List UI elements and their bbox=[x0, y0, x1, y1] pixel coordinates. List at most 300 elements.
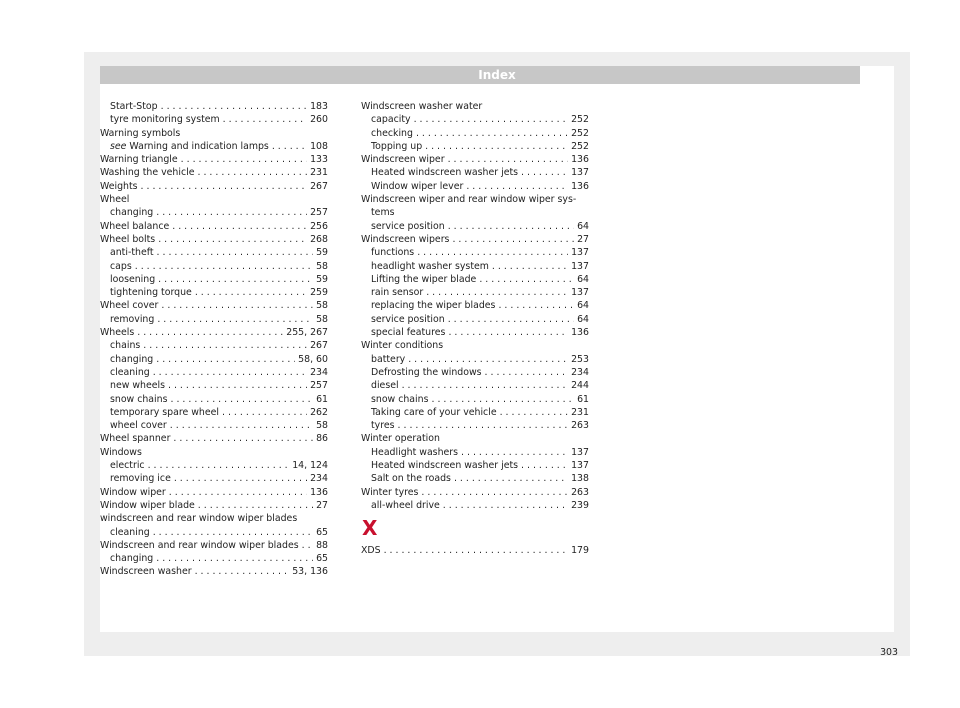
index-entry bbox=[361, 193, 589, 206]
page-reference[interactable]: 252 bbox=[571, 114, 589, 126]
index-entry bbox=[361, 100, 589, 113]
index-term bbox=[110, 286, 192, 299]
page-reference[interactable]: 137 bbox=[571, 167, 589, 179]
index-term bbox=[371, 393, 428, 406]
index-term bbox=[100, 299, 158, 312]
page-reference[interactable]: 61 bbox=[577, 393, 589, 405]
page-reference[interactable]: 65 bbox=[316, 553, 328, 565]
index-entry bbox=[100, 512, 328, 525]
index-term bbox=[371, 326, 445, 339]
index-term bbox=[110, 100, 158, 113]
index-term-text: Winter conditions bbox=[361, 340, 444, 352]
page-reference[interactable]: 58 bbox=[316, 313, 328, 325]
dot-leader bbox=[416, 127, 568, 140]
index-term bbox=[110, 273, 155, 286]
page-reference[interactable]: 58 bbox=[316, 300, 328, 312]
index-term-text: Windows bbox=[100, 446, 142, 458]
page-reference[interactable]: 263 bbox=[571, 420, 589, 432]
index-entry bbox=[100, 286, 328, 299]
page-reference[interactable]: 234 bbox=[571, 366, 589, 378]
index-term bbox=[371, 206, 394, 219]
index-entry bbox=[100, 326, 328, 339]
index-term bbox=[110, 379, 165, 392]
page-reference[interactable]: 234 bbox=[310, 473, 328, 485]
page-reference[interactable]: 244 bbox=[571, 380, 589, 392]
index-term-text: Windscreen wipers bbox=[361, 233, 450, 245]
dot-leader bbox=[148, 459, 290, 472]
dot-leader bbox=[157, 246, 314, 259]
index-term-text: changing bbox=[110, 353, 154, 365]
index-term bbox=[371, 446, 458, 459]
page-reference[interactable]: 260 bbox=[310, 114, 328, 126]
index-entry bbox=[100, 100, 328, 113]
dot-leader bbox=[417, 246, 568, 259]
index-entry bbox=[361, 299, 589, 312]
dot-leader bbox=[414, 113, 569, 126]
index-entry bbox=[361, 286, 589, 299]
index-entry bbox=[361, 313, 589, 326]
index-term bbox=[100, 193, 129, 206]
dot-leader bbox=[181, 153, 307, 166]
dot-leader bbox=[156, 552, 313, 565]
index-term bbox=[100, 180, 138, 193]
index-entry bbox=[100, 206, 328, 219]
dot-leader bbox=[302, 539, 313, 552]
page-reference[interactable]: 65 bbox=[316, 526, 328, 538]
index-term-text: Heated windscreen washer jets bbox=[371, 460, 519, 472]
index-entry bbox=[361, 432, 589, 445]
page-reference[interactable]: 136 bbox=[571, 180, 589, 192]
page-reference[interactable]: 255, 267 bbox=[286, 327, 328, 339]
index-term bbox=[361, 432, 440, 445]
page-reference[interactable]: 64 bbox=[577, 220, 589, 232]
index-entry bbox=[100, 393, 328, 406]
page-reference[interactable]: 88 bbox=[316, 539, 328, 551]
index-entry bbox=[361, 246, 589, 259]
page-reference[interactable]: 27 bbox=[316, 499, 328, 511]
page-reference[interactable]: 138 bbox=[571, 473, 589, 485]
index-term-text: caps bbox=[110, 260, 132, 272]
index-term bbox=[371, 127, 413, 140]
index-term-text: anti-theft bbox=[110, 247, 154, 259]
index-term-text: checking bbox=[371, 127, 413, 139]
index-entry bbox=[361, 406, 589, 419]
dot-leader bbox=[461, 446, 568, 459]
index-entry bbox=[100, 339, 328, 352]
index-entry bbox=[100, 246, 328, 259]
section-letter: X bbox=[362, 516, 378, 541]
index-entry bbox=[100, 565, 328, 578]
index-term bbox=[110, 419, 167, 432]
page-reference[interactable]: 267 bbox=[310, 180, 328, 192]
index-term-text: Window wiper blade bbox=[100, 499, 195, 511]
index-term-text: chains bbox=[110, 340, 141, 352]
index-term-text: Windscreen washer water bbox=[361, 101, 483, 112]
dot-leader bbox=[479, 273, 574, 286]
page-reference[interactable]: 64 bbox=[577, 313, 589, 325]
index-term-text: Warning triangle bbox=[100, 154, 178, 166]
dot-leader bbox=[448, 326, 568, 339]
page-reference[interactable]: 257 bbox=[310, 380, 328, 392]
index-entry bbox=[100, 220, 328, 233]
index-term bbox=[100, 432, 170, 445]
index-term-text: electric bbox=[110, 460, 145, 472]
index-column-right bbox=[361, 100, 589, 558]
index-term bbox=[371, 220, 445, 233]
index-entry bbox=[361, 260, 589, 273]
index-term bbox=[371, 140, 422, 153]
dot-leader bbox=[384, 544, 569, 557]
index-term bbox=[100, 512, 297, 525]
index-term-text: all-wheel drive bbox=[371, 499, 440, 511]
index-term-text: Defrosting the windows bbox=[371, 366, 482, 378]
index-term-text: Washing the vehicle bbox=[100, 167, 195, 179]
index-term-text: functions bbox=[371, 247, 415, 259]
index-term-text: Taking care of your vehicle bbox=[371, 406, 497, 418]
page-reference[interactable]: 64 bbox=[577, 273, 589, 285]
index-term bbox=[100, 499, 195, 512]
index-entry bbox=[361, 393, 589, 406]
index-entry bbox=[100, 353, 328, 366]
index-term bbox=[110, 246, 154, 259]
page-reference[interactable]: 58 bbox=[316, 420, 328, 432]
index-entry bbox=[361, 180, 589, 193]
index-term bbox=[371, 406, 497, 419]
dot-leader bbox=[425, 140, 568, 153]
dot-leader bbox=[153, 366, 307, 379]
dot-leader bbox=[521, 166, 568, 179]
index-term bbox=[110, 552, 153, 565]
page-reference[interactable]: 58 bbox=[316, 260, 328, 272]
index-term bbox=[100, 166, 194, 179]
index-term bbox=[371, 379, 399, 392]
page-reference[interactable]: 14, 124 bbox=[292, 460, 328, 472]
index-term-text: Headlight washers bbox=[371, 446, 459, 458]
dot-leader bbox=[421, 486, 568, 499]
page-reference[interactable]: 59 bbox=[316, 273, 328, 285]
dot-leader bbox=[137, 326, 283, 339]
dot-leader bbox=[466, 180, 568, 193]
index-term-text: XDS bbox=[361, 545, 381, 557]
dot-leader bbox=[195, 286, 307, 299]
index-term-text: windscreen and rear window wiper blades bbox=[100, 513, 298, 525]
dot-leader bbox=[448, 313, 574, 326]
index-entry bbox=[361, 446, 589, 459]
dot-leader bbox=[168, 379, 307, 392]
index-entry bbox=[100, 526, 328, 539]
index-term bbox=[371, 273, 476, 286]
index-entry bbox=[100, 273, 328, 286]
index-column-left bbox=[100, 100, 328, 579]
page-reference[interactable]: 61 bbox=[316, 393, 328, 405]
index-entry bbox=[100, 486, 328, 499]
index-entry bbox=[361, 273, 589, 286]
index-term bbox=[371, 113, 411, 126]
dot-leader bbox=[492, 260, 568, 273]
index-term-text: changing bbox=[110, 207, 154, 219]
index-term-text: Window wiper lever bbox=[371, 180, 464, 192]
index-entry bbox=[100, 499, 328, 512]
index-term-text: snow chains bbox=[110, 393, 168, 405]
index-term bbox=[100, 220, 169, 233]
page-reference[interactable]: 262 bbox=[310, 406, 328, 418]
dot-leader bbox=[156, 206, 307, 219]
page-reference[interactable]: 136 bbox=[571, 327, 589, 339]
index-term-text: service position bbox=[371, 220, 445, 232]
dot-leader bbox=[448, 220, 574, 233]
index-term-text: cleaning bbox=[110, 366, 150, 378]
page-title: Index bbox=[478, 68, 516, 82]
index-term bbox=[110, 526, 150, 539]
index-term-text: Warning symbols bbox=[100, 127, 181, 139]
index-term-text: service position bbox=[371, 313, 445, 325]
index-term-text: tightening torque bbox=[110, 287, 192, 299]
dot-leader bbox=[141, 180, 308, 193]
index-entry bbox=[361, 419, 589, 432]
index-entry bbox=[361, 379, 589, 392]
dot-leader bbox=[402, 379, 569, 392]
page-reference[interactable]: 58, 60 bbox=[298, 353, 328, 365]
index-term bbox=[100, 127, 180, 140]
index-term bbox=[371, 246, 414, 259]
index-term bbox=[361, 100, 482, 113]
index-term-text: changing bbox=[110, 553, 154, 565]
index-term-text: Weights bbox=[100, 180, 138, 192]
index-term-text: Wheel bolts bbox=[100, 233, 156, 245]
index-term-text: Winter operation bbox=[361, 433, 440, 445]
dot-leader bbox=[135, 260, 313, 273]
index-entry bbox=[100, 472, 328, 485]
index-entry bbox=[361, 206, 589, 219]
dot-leader bbox=[426, 286, 568, 299]
index-term-text: wheel cover bbox=[110, 420, 167, 432]
index-term-text: Windscreen and rear window wiper blades bbox=[100, 539, 299, 551]
index-term bbox=[110, 313, 154, 326]
index-entry bbox=[361, 220, 589, 233]
page-reference[interactable]: 64 bbox=[577, 300, 589, 312]
index-entry bbox=[361, 233, 589, 246]
index-entry bbox=[100, 366, 328, 379]
index-entry bbox=[100, 539, 328, 552]
page-reference[interactable]: 268 bbox=[310, 233, 328, 245]
index-entry bbox=[361, 127, 589, 140]
index-term bbox=[110, 353, 153, 366]
index-term-text: Wheel balance bbox=[100, 220, 170, 232]
index-entry bbox=[100, 113, 328, 126]
page-reference[interactable]: 179 bbox=[571, 545, 589, 557]
index-entry bbox=[100, 313, 328, 326]
index-entry bbox=[100, 193, 328, 206]
index-term-text: Wheel cover bbox=[100, 300, 159, 312]
dot-leader bbox=[222, 406, 307, 419]
dot-leader bbox=[153, 526, 313, 539]
index-term-text: removing bbox=[110, 313, 155, 325]
dot-leader bbox=[448, 153, 569, 166]
index-entry bbox=[361, 153, 589, 166]
dot-leader bbox=[158, 233, 307, 246]
dot-leader bbox=[156, 353, 295, 366]
index-term-text: loosening bbox=[110, 273, 156, 285]
index-term-text: removing ice bbox=[110, 473, 171, 485]
page-reference[interactable]: 137 bbox=[571, 287, 589, 299]
index-term-text: Topping up bbox=[371, 140, 423, 152]
index-entry bbox=[100, 419, 328, 432]
index-term bbox=[110, 406, 219, 419]
index-term-text: Wheel spanner bbox=[100, 433, 171, 445]
dot-leader bbox=[173, 432, 313, 445]
dot-leader bbox=[174, 472, 307, 485]
page-reference[interactable]: 86 bbox=[316, 433, 328, 445]
index-term bbox=[100, 486, 166, 499]
index-term-text: special features bbox=[371, 327, 446, 339]
page-reference[interactable]: 263 bbox=[571, 486, 589, 498]
index-term bbox=[361, 486, 418, 499]
index-term bbox=[110, 113, 220, 126]
dot-leader bbox=[170, 393, 313, 406]
index-entry bbox=[100, 127, 328, 140]
index-term bbox=[371, 459, 518, 472]
index-entry bbox=[361, 113, 589, 126]
index-term-text: Wheels bbox=[100, 327, 135, 339]
page-reference[interactable]: 27 bbox=[577, 233, 589, 245]
index-term-text: Winter tyres bbox=[361, 486, 419, 498]
index-entry bbox=[361, 353, 589, 366]
index-term-text: battery bbox=[371, 353, 406, 365]
index-term-text: Windscreen washer bbox=[100, 566, 192, 578]
dot-leader bbox=[443, 499, 568, 512]
index-term-text: replacing the wiper blades bbox=[371, 300, 496, 312]
see-reference: see bbox=[110, 140, 127, 152]
index-term bbox=[361, 153, 445, 166]
page-reference[interactable]: 183 bbox=[310, 101, 328, 112]
page-reference[interactable]: 267 bbox=[310, 340, 328, 352]
dot-leader bbox=[498, 299, 574, 312]
index-term-text: tyre monitoring system bbox=[110, 114, 220, 126]
index-term bbox=[100, 326, 134, 339]
page-reference[interactable]: 137 bbox=[571, 247, 589, 259]
index-term-text: Windscreen wiper bbox=[361, 154, 445, 166]
dot-leader bbox=[197, 166, 307, 179]
page-reference[interactable]: 256 bbox=[310, 220, 328, 232]
index-term-text: Windscreen wiper and rear window wiper sys- bbox=[361, 194, 577, 206]
page-reference[interactable]: 231 bbox=[310, 167, 328, 179]
index-term-text: snow chains bbox=[371, 393, 429, 405]
index-term-text: cleaning bbox=[110, 526, 150, 538]
index-term-text: Salt on the roads bbox=[371, 473, 451, 485]
dot-leader bbox=[195, 565, 290, 578]
dot-leader bbox=[223, 113, 307, 126]
dot-leader bbox=[408, 353, 568, 366]
dot-leader bbox=[500, 406, 569, 419]
page-reference[interactable]: 136 bbox=[310, 486, 328, 498]
page-reference[interactable]: 252 bbox=[571, 140, 589, 152]
dot-leader bbox=[158, 273, 313, 286]
dot-leader bbox=[172, 220, 307, 233]
index-term bbox=[371, 499, 440, 512]
index-term-text: rain sensor bbox=[371, 287, 424, 299]
index-term bbox=[110, 260, 132, 273]
index-term bbox=[371, 353, 405, 366]
index-entry bbox=[100, 459, 328, 472]
page-reference[interactable]: 234 bbox=[310, 366, 328, 378]
index-term bbox=[100, 565, 192, 578]
index-term-text: headlight washer system bbox=[371, 260, 489, 272]
index-entry bbox=[361, 499, 589, 512]
index-term-text: Heated windscreen washer jets bbox=[371, 167, 519, 179]
dot-leader bbox=[454, 472, 568, 485]
dot-leader bbox=[143, 339, 307, 352]
dot-leader bbox=[485, 366, 569, 379]
index-term bbox=[100, 153, 178, 166]
index-term bbox=[110, 339, 140, 352]
page-reference[interactable]: 137 bbox=[571, 260, 589, 272]
index-term-text: Start-Stop bbox=[110, 101, 158, 112]
dot-leader bbox=[452, 233, 574, 246]
index-term-text: Wheel bbox=[100, 194, 130, 206]
page-reference[interactable]: 108 bbox=[310, 140, 328, 152]
index-term-text: Warning and indication lamps bbox=[129, 140, 269, 152]
index-term bbox=[371, 419, 395, 432]
index-entry bbox=[361, 472, 589, 485]
index-term bbox=[371, 313, 445, 326]
index-term bbox=[110, 140, 269, 153]
index-entry bbox=[361, 339, 589, 352]
page-reference[interactable]: 133 bbox=[310, 154, 328, 166]
dot-leader bbox=[198, 499, 313, 512]
page-reference[interactable]: 253 bbox=[571, 353, 589, 365]
index-term bbox=[371, 166, 518, 179]
index-entry bbox=[100, 299, 328, 312]
index-entry bbox=[100, 140, 328, 153]
index-term bbox=[361, 339, 443, 352]
index-term-text: new wheels bbox=[110, 380, 165, 392]
index-term-text: Lifting the wiper blade bbox=[371, 273, 477, 285]
page-reference[interactable]: 257 bbox=[310, 207, 328, 219]
index-entry bbox=[100, 446, 328, 459]
index-term bbox=[371, 472, 451, 485]
index-entry bbox=[361, 366, 589, 379]
index-term bbox=[110, 472, 171, 485]
page-reference[interactable]: 231 bbox=[571, 406, 589, 418]
page-reference[interactable]: 53, 136 bbox=[292, 566, 328, 578]
page-reference[interactable]: 259 bbox=[310, 287, 328, 299]
index-term bbox=[371, 366, 482, 379]
index-term bbox=[100, 539, 299, 552]
dot-leader bbox=[521, 459, 568, 472]
page-reference[interactable]: 239 bbox=[571, 499, 589, 511]
index-entry bbox=[100, 166, 328, 179]
page-reference[interactable]: 137 bbox=[571, 446, 589, 458]
index-term bbox=[371, 260, 489, 273]
index-entry bbox=[361, 544, 589, 557]
index-entry bbox=[361, 459, 589, 472]
index-term-text: capacity bbox=[371, 114, 411, 126]
dot-leader bbox=[170, 419, 313, 432]
index-entry bbox=[361, 140, 589, 153]
index-term bbox=[361, 544, 381, 557]
index-term bbox=[100, 233, 155, 246]
index-entry bbox=[361, 486, 589, 499]
dot-leader bbox=[161, 100, 307, 113]
page-reference[interactable]: 137 bbox=[571, 460, 589, 472]
page-reference[interactable]: 252 bbox=[571, 127, 589, 139]
index-entry bbox=[100, 180, 328, 193]
index-entry bbox=[100, 379, 328, 392]
index-term-text: diesel bbox=[371, 380, 399, 392]
page-reference[interactable]: 59 bbox=[316, 247, 328, 259]
page-reference[interactable]: 136 bbox=[571, 154, 589, 166]
index-term bbox=[361, 233, 449, 246]
